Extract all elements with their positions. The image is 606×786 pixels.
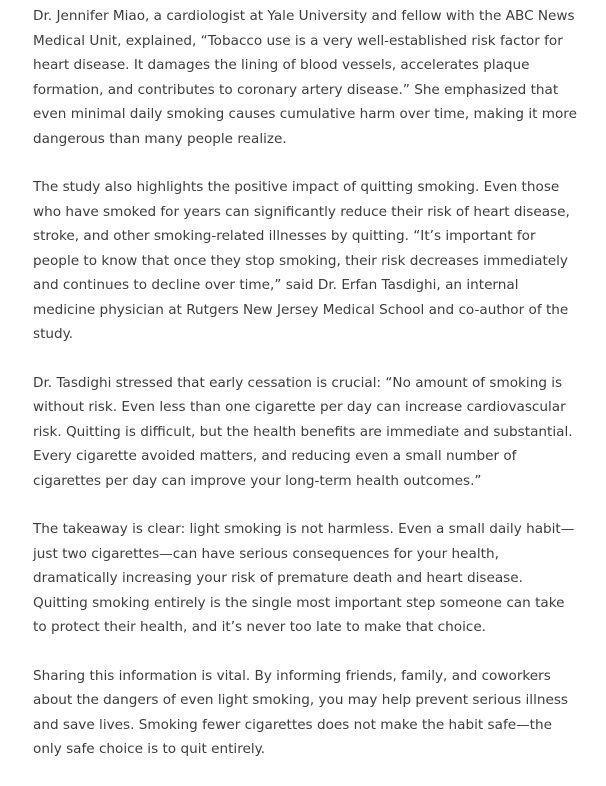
paragraph-quitting-impact: The study also highlights the positive impact of quitting smoking. Even those who have smoked for years can significantly reduce their risk of heart disease, stroke, and other smoking-related illnesses by quitting. “It’s important for people to know that once they stop smoking, their risk decreases immediately and continues to decline over time,” said Dr. Erfan Tasdighi, an internal medicine physician at Rutgers New Jersey Medical School and co-author of the study. [33, 179, 570, 342]
paragraph-sharing: Sharing this information is vital. By informing friends, family, and coworkers about the dangers of even light smoking, you may help prevent serious illness and save lives. Smoking fewer cigarettes does not make the habit safe—the only safe choice is to quit entirely. [33, 667, 569, 757]
article-body [33, 4, 578, 786]
paragraph-takeaway: The takeaway is clear: light smoking is not harmless. Even a small daily habit—just two cigarettes—can have serious consequences for your health, dramatically increasing your risk of premature death and heart disease. Quitting smoking entirely is the single most important step someone can take to protect their health, and it’s never too late to make that choice. [33, 521, 575, 635]
paragraph-miao-quote: Dr. Jennifer Miao, a cardiologist at Yale University and fellow with the ABC News Medical Unit, explained, “Tobacco use is a very well-established risk factor for heart disease. It damages the lining of blood vessels, accelerates plaque formation, and contributes to coronary artery disease.” She emphasized that even minimal daily smoking causes cumulative harm over time, making it more dangerous than many people realize. [33, 8, 577, 147]
paragraph-tasdighi-quote: Dr. Tasdighi stressed that early cessation is crucial: “No amount of smoking is without risk. Even less than one cigarette per day can increase cardiovascular risk. Quitting is difficult, but the health benefits are immediate and substantial. Every cigarette avoided matters, and reducing even a small number of cigarettes per day can improve your long-term health outcomes.” [33, 374, 573, 489]
